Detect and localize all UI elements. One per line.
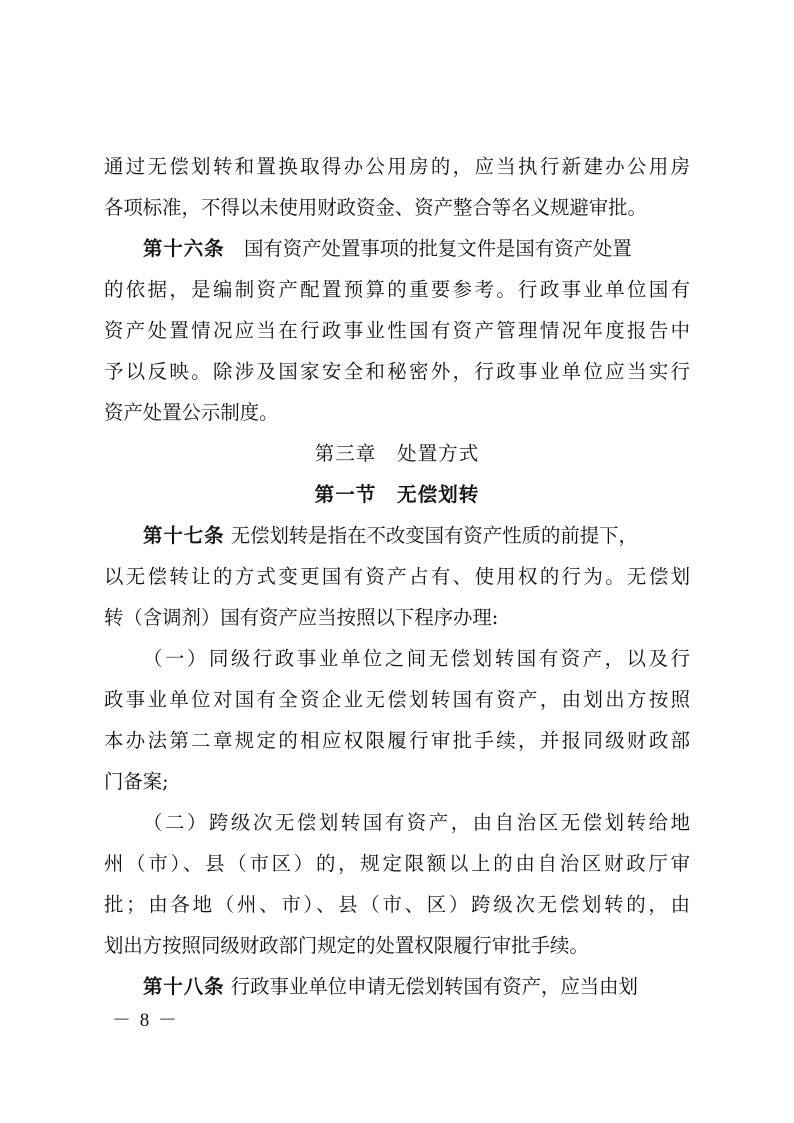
article-17-line: 转（含调剂）国有资产应当按照以下程序办理: xyxy=(104,606,499,629)
item-1-line: 门备案; xyxy=(104,770,169,793)
article-16-line: 资产处置情况应当在行政事业性国有资产管理情况年度报告中 xyxy=(104,319,690,342)
article-16-line: 予以反映。除涉及国家安全和秘密外，行政事业单位应当实行 xyxy=(104,360,690,383)
item-2-line: （二）跨级次无偿划转国有资产，由自治区无偿划转给地 xyxy=(143,811,690,834)
item-1-line: （一）同级行政事业单位之间无偿划转国有资产，以及行 xyxy=(143,647,690,670)
item-2-line: 州（市）、县（市区）的，规定限额以上的由自治区财政厅审 xyxy=(104,852,690,875)
article-18-text: 行政事业单位申请无偿划转国有资产，应当由划 xyxy=(230,975,638,998)
article-17-first-line xyxy=(104,515,690,556)
page-body xyxy=(104,146,690,1007)
article-17-label: 第十七条 xyxy=(143,524,225,547)
article-17-line: 以无偿转让的方式变更国有资产占有、使用权的行为。无偿划 xyxy=(104,565,690,588)
page-number: － 8 － xyxy=(112,1010,180,1031)
article-16-label: 第十六条 xyxy=(143,237,225,260)
item-2-line: 批；由各地（州、市）、县（市、区）跨级次无偿划转的，由 xyxy=(104,893,690,916)
intro-line: 各项标准，不得以未使用财政资金、资产整合等名义规避审批。 xyxy=(104,196,647,219)
article-16-first-line xyxy=(104,228,690,269)
article-17-text: 无偿划转是指在不改变国有资产性质的前提下， xyxy=(230,524,638,547)
section-heading: 第一节 无偿划转 xyxy=(314,483,480,506)
item-1-line: 政事业单位对国有全资企业无偿划转国有资产，由划出方按照 xyxy=(104,688,690,711)
item-1-line: 本办法第二章规定的相应权限履行审批手续，并报同级财政部 xyxy=(104,729,690,752)
article-16-text: 国有资产处置事项的批复文件是国有资产处置 xyxy=(243,237,632,260)
article-16-line: 资产处置公示制度。 xyxy=(104,401,279,424)
article-16-line: 的依据，是编制资产配置预算的重要参考。行政事业单位国有 xyxy=(104,278,690,301)
item-2-line: 划出方按照同级财政部门规定的处置权限履行审批手续。 xyxy=(104,934,589,957)
article-18-first-line xyxy=(104,966,690,1007)
chapter-heading: 第三章 处置方式 xyxy=(314,442,480,465)
intro-line: 通过无偿划转和置换取得办公用房的，应当执行新建办公用房 xyxy=(104,155,690,178)
article-18-label: 第十八条 xyxy=(143,975,225,998)
